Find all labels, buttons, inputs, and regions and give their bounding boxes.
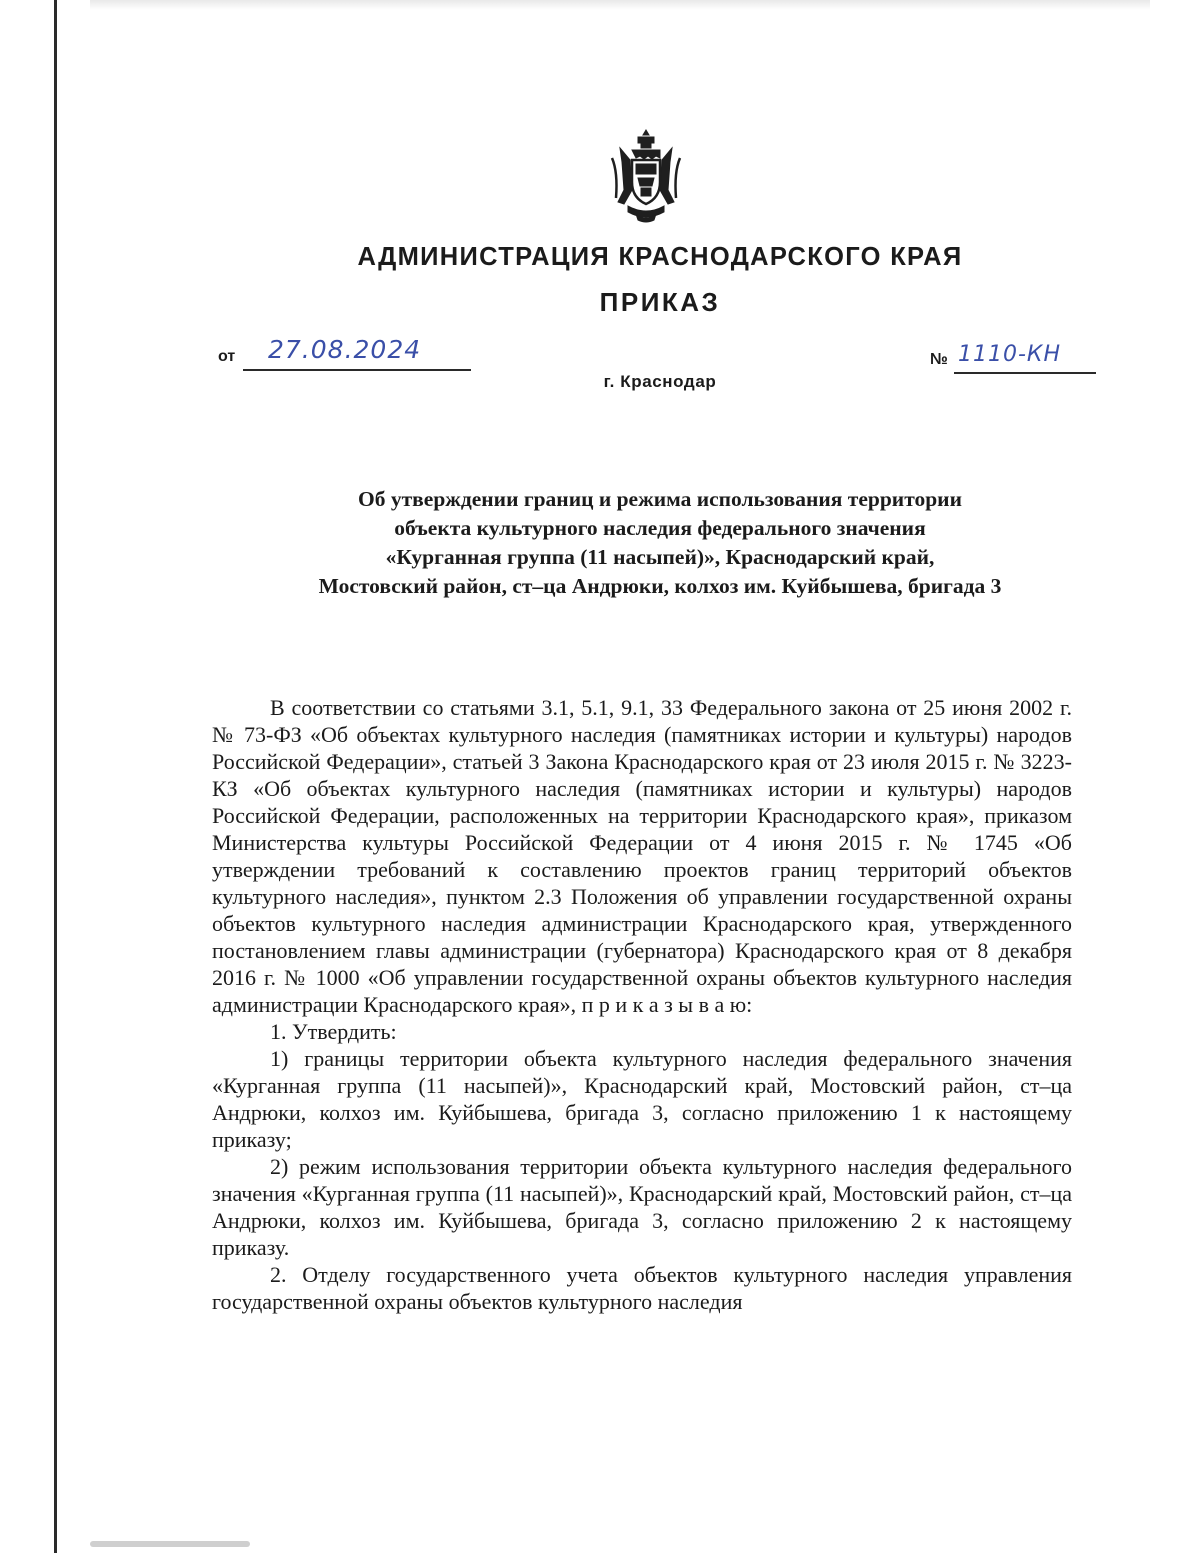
- clause-1-1: 1) границы территории объекта культурного наследия федерального значения «Курганная группа (11 насыпей)», Краснодарский край, Мостовский район, ст–ца Андрюки, колхоз им. Куйбышева, бригада 3, согласно приложению 1 к настоящему приказу;: [212, 1046, 1072, 1152]
- title-line: Мостовский район, ст–ца Андрюки, колхоз им. Куйбышева, бригада 3: [318, 574, 1002, 598]
- coat-of-arms-icon: [608, 128, 684, 224]
- scan-edge: [54, 0, 57, 1553]
- title-line: объекта культурного наследия федерального значения: [394, 516, 926, 540]
- organization-name: АДМИНИСТРАЦИЯ КРАСНОДАРСКОГО КРАЯ: [357, 243, 963, 271]
- clause-1-2: 2) режим использования территории объекта культурного наследия федерального значения «Курганная группа (11 насыпей)», Краснодарский край, Мостовский район, ст–ца Андрюки, колхоз им. Куйбышева, бригада 3, согласно приложению 2 к настоящему приказу.: [212, 1154, 1072, 1260]
- handwritten-number: 1110-КН: [958, 342, 1062, 367]
- scan-shadow-bottom: [90, 1541, 250, 1547]
- scan-shadow-top: [90, 0, 1150, 10]
- clause-2: 2. Отделу государственного учета объектов культурного наследия управления государственной охраны объектов культурного наследия: [212, 1262, 1072, 1314]
- city: г. Краснодар: [603, 372, 717, 391]
- document-body: [212, 694, 1072, 1315]
- date-underline: [243, 369, 471, 371]
- number-label: №: [930, 351, 948, 368]
- title-line: Об утверждении границ и режима использования территории: [358, 487, 962, 511]
- date-label: от: [218, 348, 236, 365]
- handwritten-date: 27.08.2024: [268, 335, 422, 364]
- preamble-paragraph: В соответствии со статьями 3.1, 5.1, 9.1, 33 Федерального закона от 25 июня 2002 г. № 73-ФЗ «Об объектах культурного наследия (памятниках истории и культуры) народов Российской Федерации», статьей 3 Закона Краснодарского края от 23 июля 2015 г. № 3223-КЗ «Об объектах культурного наследия (памятниках истории и культуры) народов Российской Федерации, расположенных на территории Краснодарского края», приказом Министерства культуры Российской Федерации от 4 июня 2015 г. № 1745 «Об утверждении требований к составлению проектов границ территорий объектов культурного наследия», пунктом 2.3 Положения об управлении государственной охраны объектов культурного наследия администрации Краснодарского края, утвержденного постановлением главы администрации (губернатора) Краснодарского края от 8 декабря 2016 г. № 1000 «Об управлении государственной охраны объектов культурного наследия администрации Краснодарского края», п р и к а з ы в а ю:: [212, 695, 1072, 1017]
- clause-1: 1. Утвердить:: [270, 1019, 397, 1044]
- number-underline: [954, 372, 1096, 374]
- document-type: ПРИКАЗ: [599, 287, 721, 317]
- document-title: [200, 485, 1120, 601]
- title-line: «Курганная группа (11 насыпей)», Краснодарский край,: [385, 545, 935, 569]
